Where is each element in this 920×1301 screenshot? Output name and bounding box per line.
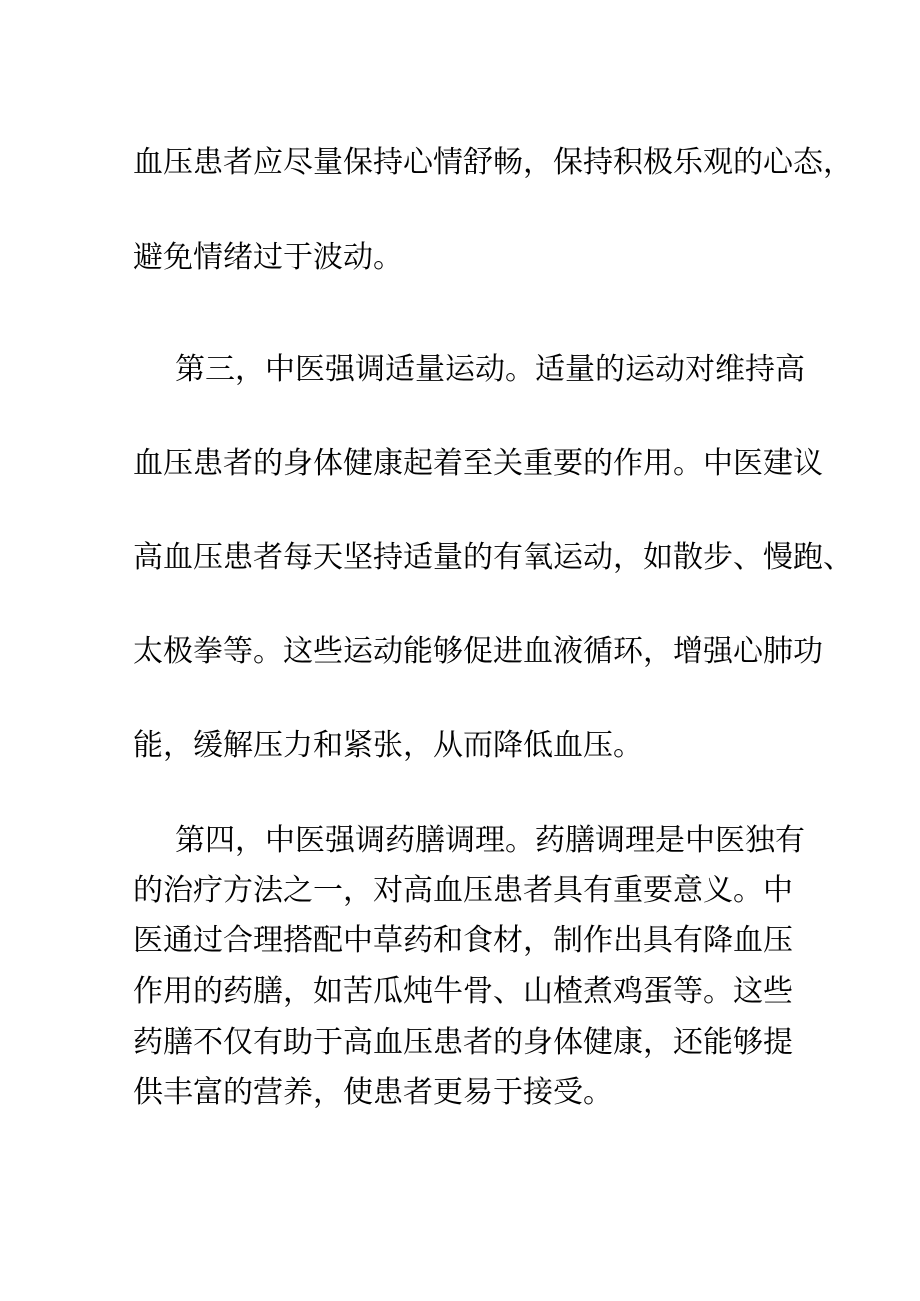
text-line: 血压患者应尽量保持心情舒畅，保持积极乐观的心态， — [133, 145, 853, 180]
text-line: 医通过合理搭配中草药和食材，制作出具有降血压 — [133, 923, 793, 958]
text-line: 能，缓解压力和紧张，从而降低血压。 — [133, 728, 643, 763]
text-line: 第三，中医强调适量运动。适量的运动对维持高 — [175, 352, 805, 387]
text-line: 血压患者的身体健康起着至关重要的作用。中医建议 — [133, 446, 823, 481]
text-line: 供丰富的营养，使患者更易于接受。 — [133, 1075, 613, 1110]
text-line: 高血压患者每天坚持适量的有氧运动，如散步、慢跑、 — [133, 540, 853, 575]
text-line: 太极拳等。这些运动能够促进血液循环，增强心肺功 — [133, 634, 823, 669]
text-line: 的治疗方法之一，对高血压患者具有重要意义。中 — [133, 873, 793, 908]
text-line: 第四，中医强调药膳调理。药膳调理是中医独有 — [175, 823, 805, 858]
text-line: 避免情绪过于波动。 — [133, 240, 403, 275]
text-line: 药膳不仅有助于高血压患者的身体健康，还能够提 — [133, 1025, 793, 1060]
text-line: 作用的药膳，如苦瓜炖牛骨、山楂煮鸡蛋等。这些 — [133, 974, 793, 1009]
